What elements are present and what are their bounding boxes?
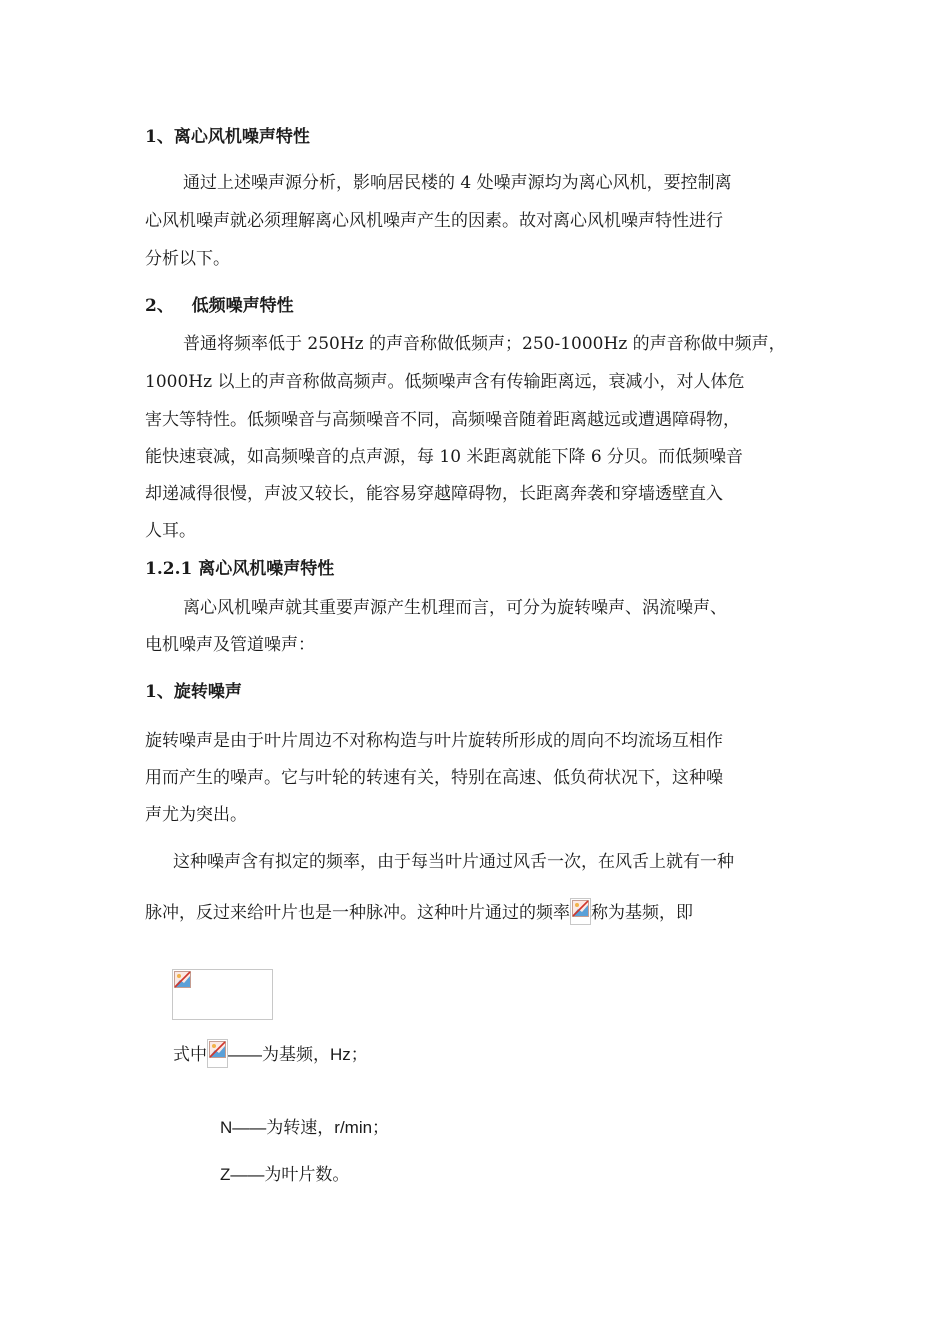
paragraph-3-line-1: 离心风机噪声就其重要声源产生机理而言，可分为旋转噪声、涡流噪声、 (183, 598, 727, 618)
rotational-speed-definition: N——为转速，r/min； (220, 1118, 390, 1137)
paragraph-5-line-2 (145, 901, 693, 925)
paragraph-5-line-2-text-b: 称为基频，即 (591, 903, 693, 923)
paragraph-2-line-6: 人耳。 (145, 521, 196, 541)
paragraph-1-line-2: 心风机噪声就必须理解离心风机噪声产生的因素。故对离心风机噪声特性进行 (145, 211, 723, 231)
paragraph-2-line-4: 能快速衰减，如高频噪音的点声源，每 10 米距离就能下降 6 分贝。而低频噪音 (145, 447, 744, 467)
paragraph-5-line-2-text-a: 脉冲，反过来给叶片也是一种脉冲。这种叶片通过的频率 (145, 903, 570, 923)
where-clause-line-1 (173, 1043, 368, 1068)
paragraph-3-line-2: 电机噪声及管道噪声： (145, 635, 315, 655)
paragraph-2-line-1: 普通将频率低于 250Hz 的声音称做低频声；250-1000Hz 的声音称做中频声， (183, 334, 786, 354)
paragraph-1-line-1: 通过上述噪声源分析，影响居民楼的 4 处噪声源均为离心风机，要控制离 (183, 173, 732, 193)
paragraph-4-line-2: 用而产生的噪声。它与叶轮的转速有关，特别在高速、低负荷状况下，这种噪 (145, 768, 723, 788)
paragraph-2-line-3: 害大等特性。低频噪音与高频噪音不同，高频噪音随着距离越远或遭遇障碍物， (145, 410, 740, 430)
heading-low-frequency-noise: 2、 低频噪声特性 (145, 296, 294, 316)
paragraph-2-line-2: 1000Hz 以上的声音称做高频声。低频噪声含有传输距离远，衰减小，对人体危 (145, 372, 745, 392)
heading-rotational-noise: 1、旋转噪声 (145, 682, 242, 702)
paragraph-5-line-1: 这种噪声含有拟定的频率，由于每当叶片通过风舌一次，在风舌上就有一种 (173, 852, 734, 872)
paragraph-4-line-3: 声尤为突出。 (145, 805, 247, 825)
paragraph-2-line-5: 却递减得很慢，声波又较长，能容易穿越障碍物，长距离奔袭和穿墙透壁直入 (145, 484, 723, 504)
heading-centrifugal-fan-noise: 1、离心风机噪声特性 (145, 127, 310, 147)
fundamental-frequency-symbol-icon (207, 1039, 228, 1068)
blade-count-definition: Z——为叶片数。 (220, 1165, 350, 1184)
broken-image-icon (570, 898, 591, 925)
formula-broken-image-icon (172, 969, 273, 1020)
paragraph-4-line-1: 旋转噪声是由于叶片周边不对称构造与叶片旋转所形成的周向不均流场互相作 (145, 731, 723, 751)
heading-section-1-2-1: 1.2.1 离心风机噪声特性 (145, 559, 335, 579)
paragraph-1-line-3: 分析以下。 (145, 249, 230, 269)
fundamental-frequency-description: ——为基频，Hz； (228, 1045, 368, 1064)
where-prefix: 式中 (173, 1045, 207, 1065)
